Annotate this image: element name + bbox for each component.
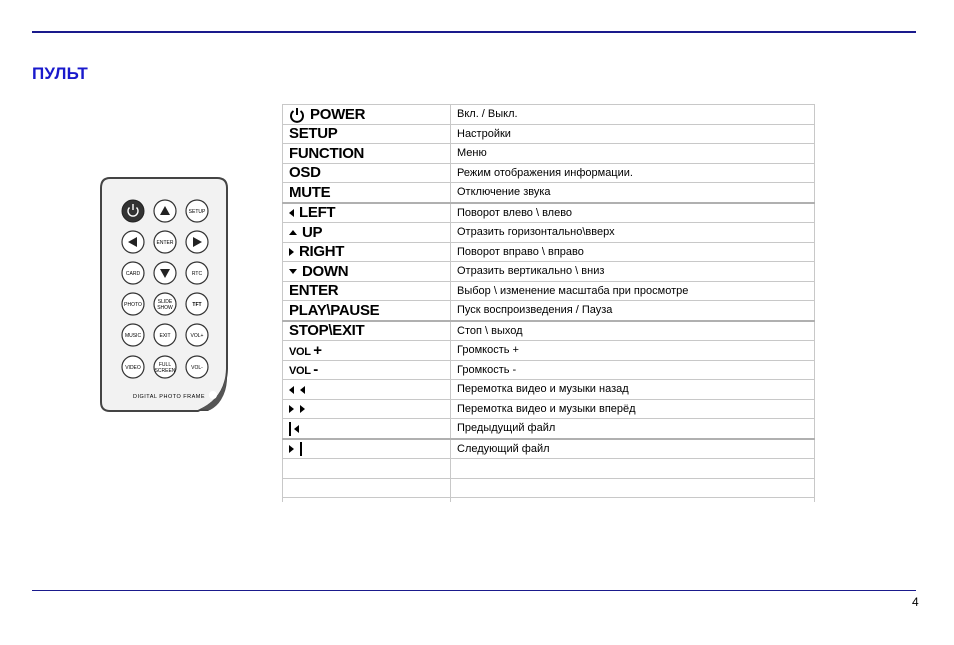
- rewind-icon: [289, 381, 305, 398]
- key-sign: -: [313, 361, 318, 379]
- remote-slide-label: SLIDE: [157, 299, 173, 305]
- page-number: 4: [912, 595, 919, 609]
- table-row: [283, 203, 815, 223]
- key-cell: [283, 478, 451, 498]
- key-label: DOWN: [302, 262, 349, 280]
- next-file-icon: [289, 440, 302, 457]
- key-label: VOL: [289, 345, 311, 358]
- remote-card-label: CARD: [125, 271, 141, 277]
- description-cell: Громкость +: [451, 341, 815, 361]
- arrow-left-icon: [289, 209, 294, 217]
- description-cell: Настройки: [451, 124, 815, 144]
- key-cell: [283, 498, 451, 503]
- description-cell: Режим отображения информации.: [451, 163, 815, 183]
- arrow-down-icon: [289, 269, 297, 274]
- table-row: [283, 478, 815, 498]
- table-row: [283, 163, 815, 183]
- remote-rtc-label: RTC: [191, 271, 203, 277]
- remote-control-illustration: [100, 177, 228, 413]
- key-cell: [283, 439, 451, 459]
- arrow-right-icon: [289, 248, 294, 256]
- key-cell: [283, 399, 451, 419]
- key-cell: MUTE: [283, 183, 451, 203]
- key-sign: +: [313, 341, 322, 359]
- description-cell: Поворот влево \ влево: [451, 203, 815, 223]
- key-label: VOL: [289, 365, 311, 378]
- table-row: [283, 399, 815, 419]
- description-cell: Отключение звука: [451, 183, 815, 203]
- remote-setup-label: SETUP: [188, 209, 206, 215]
- key-cell: [283, 419, 451, 439]
- key-cell: PLAY\PAUSE: [283, 301, 451, 321]
- remote-power-button: [122, 200, 144, 222]
- key-cell: [283, 203, 451, 223]
- remote-tft-label: TFT: [192, 302, 202, 308]
- table-row: [283, 301, 815, 321]
- table-row: [283, 124, 815, 144]
- remote-full-label: FULL: [158, 362, 172, 368]
- bottom-rule: [32, 590, 916, 591]
- description-cell: Пуск воспроизведения / Пауза: [451, 301, 815, 321]
- top-rule: [32, 31, 916, 33]
- remote-keys-table: [282, 104, 815, 502]
- description-cell: Выбор \ изменение масштаба при просмотре: [451, 281, 815, 301]
- key-cell: [283, 459, 451, 479]
- description-cell: [451, 459, 815, 479]
- table-row: [283, 144, 815, 164]
- description-cell: Предыдущий файл: [451, 419, 815, 439]
- key-cell: STOP\EXIT: [283, 321, 451, 341]
- key-label: RIGHT: [299, 243, 345, 261]
- description-cell: [451, 498, 815, 503]
- description-cell: [451, 478, 815, 498]
- description-cell: Меню: [451, 144, 815, 164]
- power-icon: [289, 107, 305, 123]
- description-cell: Следующий файл: [451, 439, 815, 459]
- remote-caption: DIGITAL PHOTO FRAME: [133, 394, 206, 400]
- table-row: [283, 321, 815, 341]
- description-cell: Отразить вертикально \ вниз: [451, 262, 815, 282]
- description-cell: Перемотка видео и музыки вперёд: [451, 399, 815, 419]
- table-row: [283, 380, 815, 400]
- fast-forward-icon: [289, 400, 305, 417]
- arrow-up-icon: [289, 230, 297, 235]
- key-cell: [283, 105, 451, 125]
- table-row: [283, 183, 815, 203]
- key-cell: [283, 341, 451, 361]
- key-label: LEFT: [299, 204, 336, 222]
- table-row: [283, 105, 815, 125]
- table-row: [283, 281, 815, 301]
- key-cell: ENTER: [283, 281, 451, 301]
- remote-vol-down-label: VOL-: [191, 365, 203, 371]
- previous-file-icon: [289, 420, 299, 437]
- description-cell: Вкл. / Выкл.: [451, 105, 815, 125]
- key-cell: [283, 360, 451, 380]
- table-row: [283, 419, 815, 439]
- key-label: UP: [302, 223, 323, 241]
- key-cell: [283, 242, 451, 262]
- key-cell: SETUP: [283, 124, 451, 144]
- description-cell: Стоп \ выход: [451, 321, 815, 341]
- key-cell: OSD: [283, 163, 451, 183]
- remote-music-label: MUSIC: [124, 333, 142, 339]
- remote-video-label: VIDEO: [125, 365, 141, 371]
- table-row: [283, 242, 815, 262]
- remote-vol-up-label: VOL+: [190, 333, 204, 339]
- description-cell: Поворот вправо \ вправо: [451, 242, 815, 262]
- key-cell: [283, 380, 451, 400]
- page-title: ПУЛЬТ: [32, 64, 88, 83]
- table-row: [283, 262, 815, 282]
- description-cell: Громкость -: [451, 360, 815, 380]
- table-row: [283, 223, 815, 243]
- remote-enter-label: ENTER: [156, 240, 174, 246]
- remote-screen-label: SCREEN: [154, 368, 176, 374]
- table-row: [283, 341, 815, 361]
- key-cell: FUNCTION: [283, 144, 451, 164]
- remote-exit-label: EXIT: [159, 333, 171, 339]
- table-row: [283, 498, 815, 503]
- table-row: [283, 360, 815, 380]
- key-cell: [283, 223, 451, 243]
- description-cell: Отразить горизонтально\вверх: [451, 223, 815, 243]
- remote-photo-label: PHOTO: [124, 302, 142, 308]
- key-cell: [283, 262, 451, 282]
- key-label: POWER: [310, 105, 366, 123]
- remote-show-label: SHOW: [157, 305, 173, 311]
- table-row: [283, 459, 815, 479]
- description-cell: Перемотка видео и музыки назад: [451, 380, 815, 400]
- ir-led-icon: [209, 391, 217, 399]
- table-row: [283, 439, 815, 459]
